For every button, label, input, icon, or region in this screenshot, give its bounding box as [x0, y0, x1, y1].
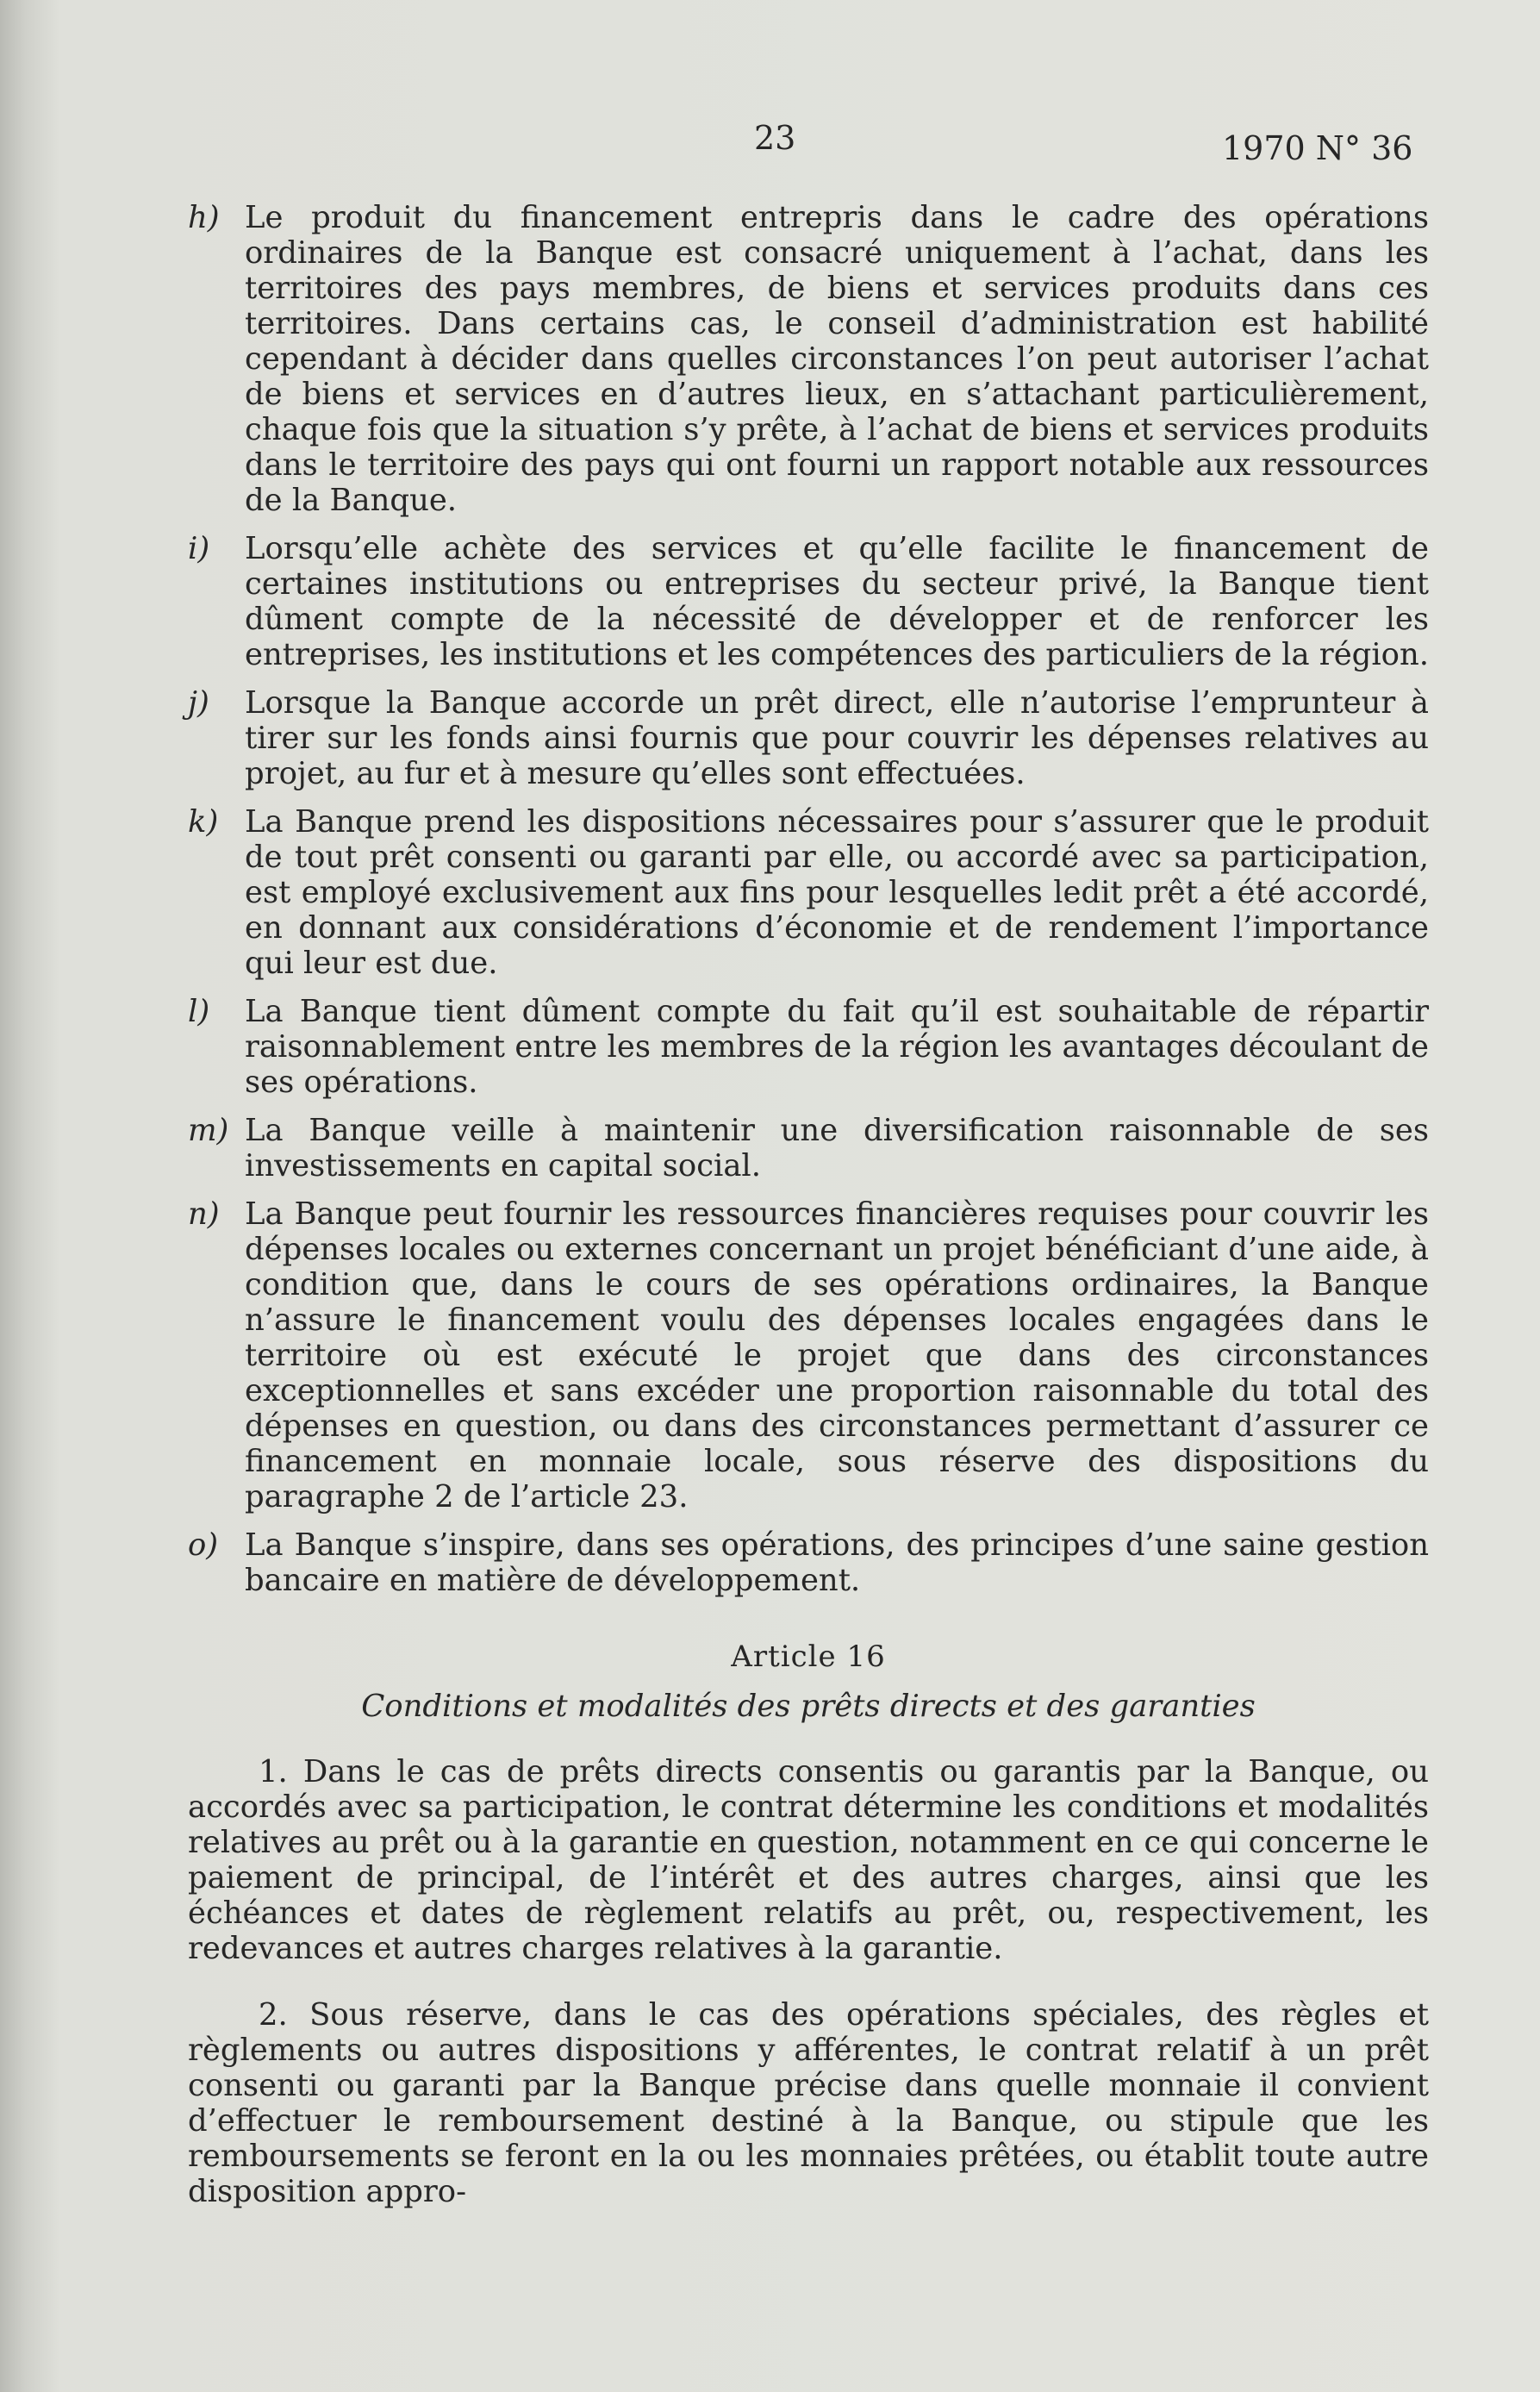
- page-body: [188, 200, 1429, 2238]
- item-letter: h): [188, 200, 220, 235]
- article-subtitle: Conditions et modalités des prêts directs et des garanties: [361, 1689, 1256, 1724]
- item-letter: n): [188, 1196, 220, 1232]
- article-paragraph: 1. Dans le cas de prêts directs consentis ou garantis par la Banque, ou accordés avec sa participation, le contrat détermine les conditions et modalités relatives au prêt ou à la garantie en question, notamment en ce qui concerne le paiement de principal, de l’intérêt et des autres charges, ainsi que les échéances et dates de règlement relatifs au prêt, ou, respectivement, les redevances et autres charges relatives à la garantie.: [188, 1754, 1429, 1967]
- item-letter: l): [188, 994, 210, 1029]
- list-item: [188, 1113, 1429, 1184]
- list-item: [188, 1196, 1429, 1515]
- page-number: 23: [754, 119, 796, 157]
- list-item: [188, 531, 1429, 672]
- item-letter: j): [188, 685, 209, 721]
- article-paragraph: 2. Sous réserve, dans le cas des opérations spéciales, des règles et règlements ou autres dispositions y afférentes, le contrat relatif à un prêt consenti ou garanti par la Banque précise dans quelle monnaie il convient d’effectuer le remboursement destiné à la Banque, ou stipule que les remboursements se feront en la ou les monnaies prêtées, ou établit toute autre disposition appro-: [188, 1996, 1429, 2209]
- item-text: La Banque tient dûment compte du fait qu’il est souhaitable de répartir raisonnablement entre les membres de la région les avantages découlant de ses opérations.: [245, 994, 1429, 1100]
- item-text: La Banque s’inspire, dans ses opérations, des principes d’une saine gestion bancaire en matière de développement.: [245, 1527, 1429, 1598]
- page-header: [0, 119, 1540, 171]
- list-item: [188, 200, 1429, 518]
- item-text: Lorsque la Banque accorde un prêt direct, elle n’autorise l’emprunteur à tirer sur les fonds ainsi fournis que pour couvrir les dépenses relatives au projet, au fur et à mesure qu’elles sont effectuées.: [245, 685, 1429, 791]
- list-item: [188, 994, 1429, 1100]
- item-text: Le produit du financement entrepris dans le cadre des opérations ordinaires de la Banque est consacré uniquement à l’achat, dans les territoires des pays membres, de biens et services produits dans ces territoires. Dans certains cas, le conseil d’administration est habilité cependant à décider dans quelles circonstances l’on peut autoriser l’achat de biens et services en d’autres lieux, en s’attachant particulièrement, chaque fois que la situation s’y prête, à l’achat de biens et services produits dans le territoire des pays qui ont fourni un rapport notable aux ressources de la Banque.: [245, 200, 1429, 518]
- item-letter: i): [188, 531, 210, 566]
- document-reference: 1970 N° 36: [1222, 129, 1413, 167]
- item-letter: o): [188, 1527, 219, 1563]
- article-heading: Article 16: [731, 1639, 886, 1674]
- list-item: [188, 804, 1429, 981]
- list-item: [188, 685, 1429, 791]
- item-letter: k): [188, 804, 219, 840]
- item-text: Lorsqu’elle achète des services et qu’elle facilite le financement de certaines institutions ou entreprises du secteur privé, la Banque tient dûment compte de la nécessité de développer et de renforcer les entreprises, les institutions et les compétences des particuliers de la région.: [245, 531, 1429, 672]
- item-letter: m): [188, 1113, 229, 1148]
- item-text: La Banque prend les dispositions nécessaires pour s’assurer que le produit de tout prêt consenti ou garanti par elle, ou accordé avec sa participation, est employé exclusivement aux fins pour lesquelles ledit prêt a été accordé, en donnant aux considérations d’économie et de rendement l’importance qui leur est due.: [245, 804, 1429, 981]
- item-text: La Banque peut fournir les ressources financières requises pour couvrir les dépenses locales ou externes concernant un projet bénéficiant d’une aide, à condition que, dans le cours de ses opérations ordinaires, la Banque n’assure le financement voulu des dépenses locales engagées dans le territoire où est exécuté le projet que dans des circonstances exceptionnelles et sans excéder une proportion raisonnable du total des dépenses en question, ou dans des circonstances permettant d’assurer ce financement en monnaie locale, sous réserve des dispositions du paragraphe 2 de l’article 23.: [245, 1196, 1429, 1515]
- list-item: [188, 1527, 1429, 1598]
- item-text: La Banque veille à maintenir une diversification raisonnable de ses investissements en capital social.: [245, 1113, 1429, 1184]
